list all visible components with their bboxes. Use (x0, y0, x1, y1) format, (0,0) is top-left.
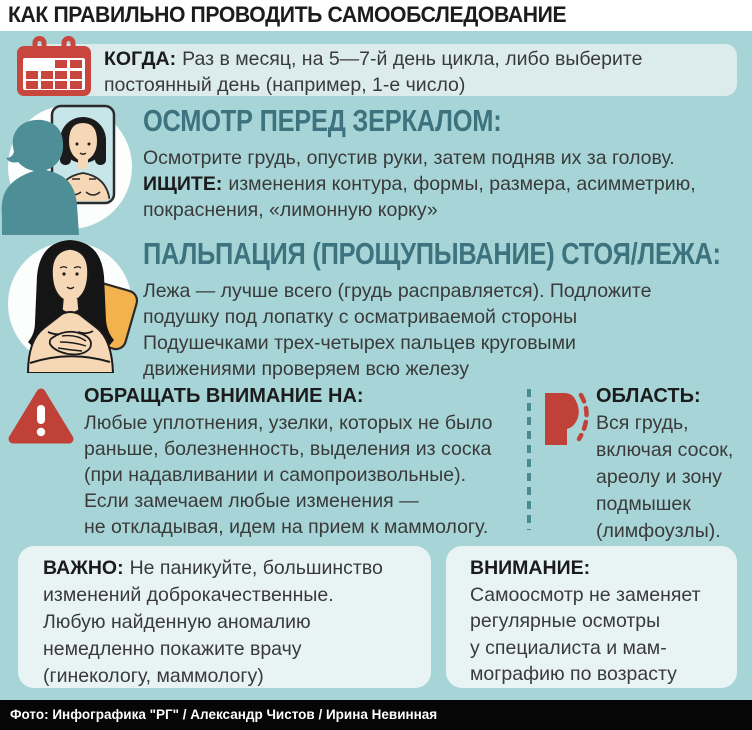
mirror-section-heading: ОСМОТР ПЕРЕД ЗЕРКАЛОМ: (143, 103, 502, 138)
text-line (143, 171, 696, 197)
text-line: у специалиста и мам- (470, 636, 667, 659)
palpation-section-body (143, 278, 651, 382)
text-line: Лежа — лучше всего (грудь расправляется). Подложите (143, 280, 652, 302)
text-line: Подушечками трех-четырех пальцев круговыми (143, 332, 576, 354)
text-line: (гинекологу, маммологу) (43, 665, 264, 687)
palpation-section-heading: ПАЛЬПАЦИЯ (ПРОЩУПЫВАНИЕ) СТОЯ/ЛЕЖА: (143, 236, 721, 271)
woman-at-mirror-illustration (0, 101, 142, 235)
area-body (596, 410, 733, 545)
mirror-section-body (143, 145, 696, 223)
text-line: движениями проверяем всю железу (143, 358, 469, 380)
seek-label: ИЩИТЕ: (143, 173, 223, 195)
warning-note-label: ВНИМАНИЕ: (470, 557, 591, 579)
text-line: покраснения, «лимонную корку» (143, 199, 438, 221)
when-line1: Раз в месяц, на 5—7-й день цикла, либо выберите (182, 48, 643, 70)
area-heading: ОБЛАСТЬ: (596, 385, 701, 407)
warning-note-text (470, 555, 701, 688)
attention-heading: ОБРАЩАТЬ ВНИМАНИЕ НА: (84, 385, 364, 407)
text-line: не откладывая, идем на прием к маммологу. (84, 516, 489, 538)
text-line: регулярные осмотры (470, 610, 661, 632)
breast-area-icon (542, 390, 592, 448)
text-line: ареолу и зону (596, 466, 722, 488)
text-line: Не паникуйте, большинство (129, 557, 383, 579)
text-line: включая сосок, (596, 439, 734, 461)
text-line: Осмотрите грудь, опустив руки, затем подняв их за голову. (143, 147, 675, 169)
page-title: КАК ПРАВИЛЬНО ПРОВОДИТЬ САМООБСЛЕДОВАНИЕ (8, 2, 567, 27)
text-line: подмышек (596, 493, 691, 515)
photo-credit-bar: Фото: Инфографика "РГ" / Александр Чистов / Ирина Невинная (0, 700, 752, 730)
text-line: (при надавливании и самопроизвольные). (84, 464, 467, 486)
text-line: (лимфоузлы). (596, 520, 721, 542)
text-line (43, 555, 383, 582)
important-label: ВАЖНО: (43, 557, 124, 579)
woman-lying-illustration (0, 236, 142, 373)
when-text (104, 46, 642, 98)
dashed-divider (527, 389, 531, 530)
text-line: подушку под лопатку с осматриваемой стороны (143, 306, 578, 328)
attention-body (84, 410, 493, 540)
text-line: Любые уплотнения, узелки, которых не было (84, 412, 493, 434)
text-line: Любую найденную аномалию (43, 611, 311, 633)
when-label: КОГДА: (104, 48, 177, 70)
text-line: раньше, болезненность, выделения из соска (84, 438, 492, 460)
important-text (43, 555, 383, 690)
when-line2: постоянный день (например, 1-е число) (104, 74, 466, 96)
text-line: изменения контура, формы, размера, асимметрию, (228, 173, 696, 195)
text-line: Самоосмотр не заменяет (470, 583, 701, 606)
text-line: Вся грудь, (596, 412, 689, 434)
text-line: немедленно покажите врачу (43, 638, 302, 660)
calendar-icon (14, 34, 94, 98)
text-line: изменений доброкачественные. (43, 584, 334, 606)
warning-triangle-icon (8, 386, 74, 446)
text-line (104, 46, 642, 72)
text-line: Если замечаем любые изменения — (84, 490, 419, 512)
text-line: мографию по возрасту (470, 663, 677, 685)
